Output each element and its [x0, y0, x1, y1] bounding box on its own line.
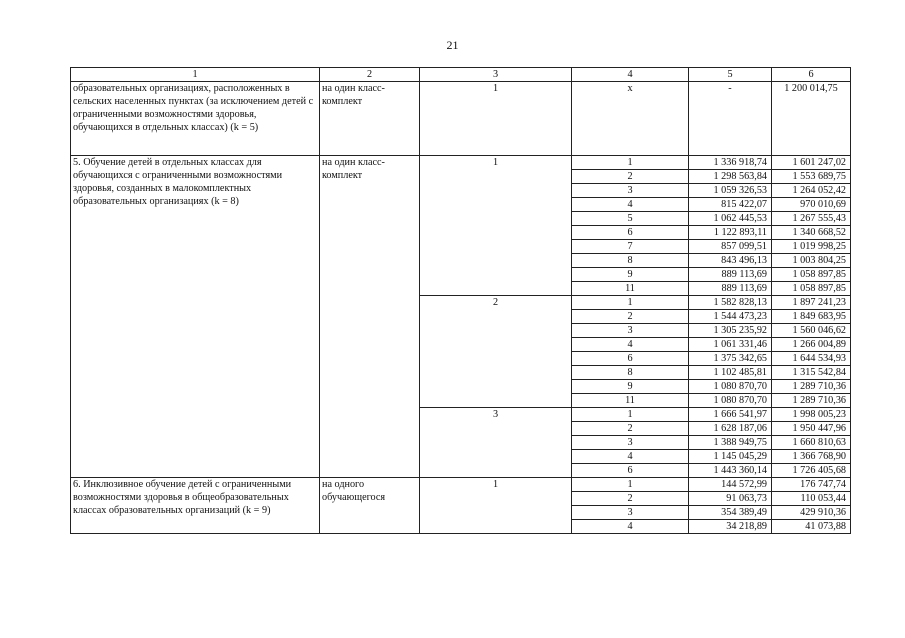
class-number: 4	[572, 198, 689, 212]
section6-unit: на одного обучающегося	[320, 478, 420, 534]
table-body	[71, 68, 851, 534]
class-number: 1	[572, 478, 689, 492]
value-col-6: 970 010,69	[772, 198, 851, 212]
header-col-4: 4	[572, 68, 689, 82]
class-number: 2	[572, 492, 689, 506]
value-col-6: 1 660 810,63	[772, 436, 851, 450]
value-col-5: 1 443 360,14	[689, 464, 772, 478]
value-col-5: 1 544 473,23	[689, 310, 772, 324]
class-number: 3	[572, 436, 689, 450]
value-col-5: 34 218,89	[689, 520, 772, 534]
value-col-6: 1 560 046,62	[772, 324, 851, 338]
group-number: 2	[420, 296, 572, 408]
class-number: 2	[572, 422, 689, 436]
header-col-6: 6	[772, 68, 851, 82]
value-col-5: 1 298 563,84	[689, 170, 772, 184]
value-col-6: 429 910,36	[772, 506, 851, 520]
header-col-2: 2	[320, 68, 420, 82]
class-number: 4	[572, 520, 689, 534]
value-col-5: 1 122 893,11	[689, 226, 772, 240]
row-class: x	[572, 82, 689, 156]
value-col-6: 41 073,88	[772, 520, 851, 534]
header-col-3: 3	[420, 68, 572, 82]
value-col-5: 1 336 918,74	[689, 156, 772, 170]
header-col-1: 1	[71, 68, 320, 82]
class-number: 7	[572, 240, 689, 254]
value-col-6: 110 053,44	[772, 492, 851, 506]
value-col-5: 1 305 235,92	[689, 324, 772, 338]
value-col-5: 1 388 949,75	[689, 436, 772, 450]
table-row	[71, 82, 851, 156]
value-col-6: 176 747,74	[772, 478, 851, 492]
class-number: 6	[572, 352, 689, 366]
row-value-6: 1 200 014,75	[772, 82, 851, 156]
value-col-5: 1 059 326,53	[689, 184, 772, 198]
value-col-5: 1 062 445,53	[689, 212, 772, 226]
value-col-5: 354 389,49	[689, 506, 772, 520]
group-number: 1	[420, 156, 572, 296]
class-number: 6	[572, 226, 689, 240]
class-number: 9	[572, 268, 689, 282]
class-number: 8	[572, 366, 689, 380]
value-col-6: 1 553 689,75	[772, 170, 851, 184]
value-col-6: 1 340 668,52	[772, 226, 851, 240]
row-unit: на один класс-комплект	[320, 82, 420, 156]
section6-description: 6. Инклюзивное обучение детей с ограниченными возможностями здоровья в общеобразовательных классах образовательных организаций (k = 9)	[71, 478, 320, 534]
section5-description: 5. Обучение детей в отдельных классах для обучающихся с ограниченными возможностями здоровья, созданных в малокомплектных образовательных организациях (k = 8)	[71, 156, 320, 478]
value-col-5: 1 582 828,13	[689, 296, 772, 310]
value-col-6: 1 264 052,42	[772, 184, 851, 198]
tariff-table	[70, 67, 851, 534]
class-number: 9	[572, 380, 689, 394]
class-number: 2	[572, 170, 689, 184]
class-number: 3	[572, 324, 689, 338]
value-col-5: 857 099,51	[689, 240, 772, 254]
class-number: 2	[572, 310, 689, 324]
value-col-6: 1 950 447,96	[772, 422, 851, 436]
value-col-6: 1 019 998,25	[772, 240, 851, 254]
class-number: 5	[572, 212, 689, 226]
value-col-6: 1 289 710,36	[772, 380, 851, 394]
value-col-5: 91 063,73	[689, 492, 772, 506]
value-col-5: 889 113,69	[689, 282, 772, 296]
value-col-5: 144 572,99	[689, 478, 772, 492]
table-row	[71, 478, 851, 492]
value-col-6: 1 726 405,68	[772, 464, 851, 478]
page-number: 21	[446, 38, 459, 52]
value-col-6: 1 601 247,02	[772, 156, 851, 170]
class-number: 11	[572, 394, 689, 408]
value-col-6: 1 003 804,25	[772, 254, 851, 268]
value-col-6: 1 998 005,23	[772, 408, 851, 422]
value-col-5: 889 113,69	[689, 268, 772, 282]
value-col-6: 1 058 897,85	[772, 282, 851, 296]
value-col-6: 1 644 534,93	[772, 352, 851, 366]
class-number: 3	[572, 506, 689, 520]
class-number: 1	[572, 408, 689, 422]
value-col-6: 1 267 555,43	[772, 212, 851, 226]
value-col-6: 1 266 004,89	[772, 338, 851, 352]
value-col-5: 1 080 870,70	[689, 394, 772, 408]
class-number: 1	[572, 296, 689, 310]
row-value-5: -	[689, 82, 772, 156]
group-number: 1	[420, 478, 572, 534]
value-col-6: 1 315 542,84	[772, 366, 851, 380]
class-number: 4	[572, 338, 689, 352]
value-col-5: 1 375 342,65	[689, 352, 772, 366]
row-group: 1	[420, 82, 572, 156]
class-number: 1	[572, 156, 689, 170]
header-col-5: 5	[689, 68, 772, 82]
value-col-5: 1 666 541,97	[689, 408, 772, 422]
table-row	[71, 156, 851, 170]
value-col-6: 1 289 710,36	[772, 394, 851, 408]
value-col-5: 1 628 187,06	[689, 422, 772, 436]
class-number: 6	[572, 464, 689, 478]
value-col-5: 815 422,07	[689, 198, 772, 212]
value-col-6: 1 366 768,90	[772, 450, 851, 464]
value-col-5: 843 496,13	[689, 254, 772, 268]
value-col-5: 1 061 331,46	[689, 338, 772, 352]
header-row	[71, 68, 851, 82]
value-col-5: 1 145 045,29	[689, 450, 772, 464]
class-number: 8	[572, 254, 689, 268]
group-number: 3	[420, 408, 572, 478]
class-number: 11	[572, 282, 689, 296]
value-col-5: 1 080 870,70	[689, 380, 772, 394]
value-col-6: 1 897 241,23	[772, 296, 851, 310]
section5-unit: на один класс-комплект	[320, 156, 420, 478]
class-number: 4	[572, 450, 689, 464]
class-number: 3	[572, 184, 689, 198]
value-col-6: 1 058 897,85	[772, 268, 851, 282]
value-col-6: 1 849 683,95	[772, 310, 851, 324]
row-description: образовательных организациях, расположенных в сельских населенных пунктах (за исключением детей с ограниченными возможностями здоровья, обучающихся в отдельных классах) (k = 5)	[71, 82, 320, 156]
value-col-5: 1 102 485,81	[689, 366, 772, 380]
